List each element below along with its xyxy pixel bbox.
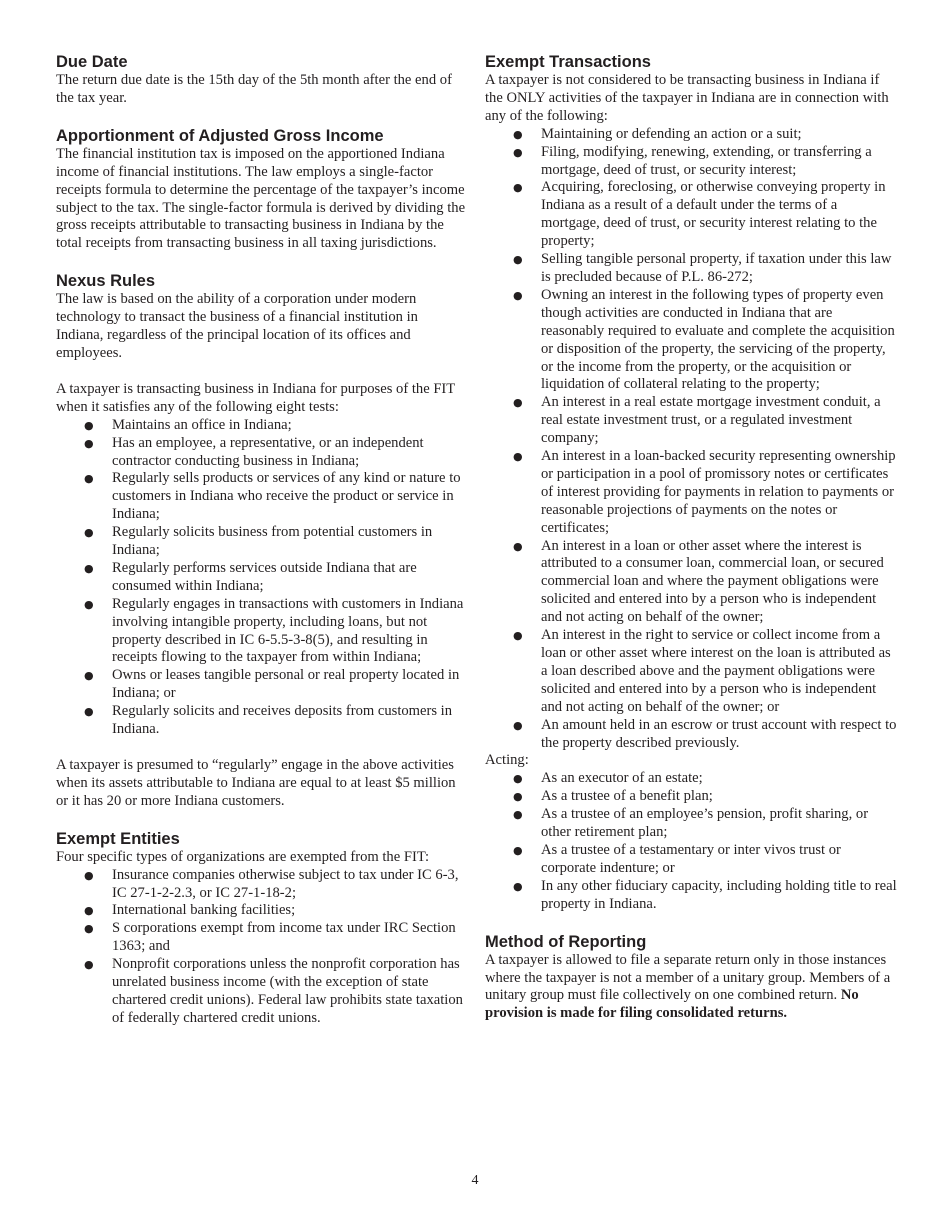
page-number: 4 <box>471 1173 479 1188</box>
list-item: ● As a trustee of an employee’s pension, profit sharing, or other retirement plan; <box>513 806 869 841</box>
apportionment-text: The financial institution tax is imposed on the apportioned Indiana income of financial institutions. The law employs a single-factor receipts formula to determine the percentage of the taxpayer’s income subject to the tax. The single-factor formula is derived by dividing the gross receipts attributable to transacting business in Indiana by the total receipts from transacting business in all taxing jurisdictions. <box>56 145 466 252</box>
list-item: ● International banking facilities; <box>84 902 296 919</box>
bullet-icon: ● <box>513 396 523 410</box>
exempt-transactions-list <box>485 126 897 753</box>
section-method-of-reporting <box>485 932 897 1024</box>
bullet-icon: ● <box>84 526 94 540</box>
list-item: ● Maintains an office in Indiana; <box>84 416 292 433</box>
bullet-icon: ● <box>84 922 94 936</box>
bullet-icon: ● <box>513 629 523 643</box>
bullet-icon: ● <box>84 669 94 683</box>
list-item: ● Filing, modifying, renewing, extending, or transferring a mortgage, deed of trust, or security interest; <box>513 143 872 178</box>
nexus-tests-list <box>56 417 466 739</box>
list-item: ● Regularly solicits business from potential customers in Indiana; <box>84 524 433 559</box>
heading-due-date: Due Date <box>56 53 128 71</box>
bullet-icon: ● <box>84 904 94 918</box>
heading-exempt-entities: Exempt Entities <box>56 829 180 848</box>
section-nexus-rules <box>56 271 466 810</box>
left-column <box>56 52 466 1028</box>
nexus-para-1: The law is based on the ability of a corporation under modern technology to transact the business of a financial institution in Indiana, regardless of the principal location of its offices and employees. <box>56 291 418 361</box>
acting-label: Acting: <box>485 752 529 769</box>
due-date-text: The return due date is the 15th day of the 5th month after the end of the tax year. <box>56 72 452 106</box>
heading-method-of-reporting: Method of Reporting <box>485 932 647 951</box>
bullet-icon: ● <box>84 436 94 450</box>
list-item: ● Acquiring, foreclosing, or otherwise conveying property in Indiana as a result of a default under the terms of a mortgage, deed of trust, or security interest relating to the property; <box>513 179 886 250</box>
list-item: ● Has an employee, a representative, or an independent contractor conducting business in Indiana; <box>84 434 424 469</box>
bullet-icon: ● <box>513 879 523 893</box>
list-item: ● Regularly solicits and receives deposits from customers in Indiana. <box>84 703 453 738</box>
list-item: ● An amount held in an escrow or trust account with respect to the property described previously. <box>513 716 897 751</box>
section-exempt-entities <box>56 829 466 1028</box>
heading-exempt-transactions: Exempt Transactions <box>485 53 651 71</box>
list-item: ● Nonprofit corporations unless the nonprofit corporation has unrelated business income (with the exception of state chartered credit unions). Federal law prohibits state taxation of federally chartered credit unions. <box>84 956 463 1026</box>
exempt-transactions-intro: A taxpayer is not considered to be transacting business in Indiana if the ONLY activities of the taxpayer in Indiana are in connection with any of the following: <box>485 72 889 124</box>
list-item: ● Selling tangible personal property, if taxation under this law is precluded because of P.L. 86-272; <box>513 251 892 285</box>
method-bold-text: No provision is made for filing consolidated returns. <box>485 987 859 1022</box>
list-item: ● An interest in the right to service or collect income from a loan or other asset where interest on the loan is attributed as a loan described above and the payment obligations were solicited and entered into by a person who is independent and not acting on behalf of the owner; or <box>513 627 891 715</box>
bullet-icon: ● <box>513 718 523 732</box>
bullet-icon: ● <box>513 450 523 464</box>
list-item: ● An interest in a loan or other asset where the interest is attributed to a consumer loan, commercial loan, or secured commercial loan and where the payment obligations were solicited and entered into by a person who is independent and not acting on behalf of the owner; <box>513 537 884 626</box>
list-item: ● Regularly sells products or services of any kind or nature to customers in Indiana who receive the product or service in Indiana; <box>84 470 461 523</box>
list-item: ● As a trustee of a testamentary or inter vivos trust or corporate indenture; or <box>513 841 841 876</box>
heading-nexus-rules: Nexus Rules <box>56 272 156 291</box>
bullet-icon: ● <box>84 418 94 432</box>
bullet-icon: ● <box>513 127 523 141</box>
heading-apportionment: Apportionment of Adjusted Gross Income <box>56 126 384 145</box>
list-item: ● Regularly performs services outside Indiana that are consumed within Indiana; <box>84 559 417 594</box>
bullet-icon: ● <box>84 561 94 575</box>
nexus-para-3: A taxpayer is presumed to “regularly” engage in the above activities when its assets attributable to Indiana are equal to at least $5 million or it has 20 or more Indiana customers. <box>56 757 456 809</box>
list-item: ● As a trustee of a benefit plan; <box>513 788 713 805</box>
list-item: ● Insurance companies otherwise subject to tax under IC 6-3, IC 27-1-2-2.3, or IC 27-1-18-2; <box>84 866 459 901</box>
bullet-icon: ● <box>513 288 523 302</box>
bullet-icon: ● <box>513 808 523 822</box>
bullet-icon: ● <box>513 790 523 804</box>
bullet-icon: ● <box>513 253 523 267</box>
list-item: ● Owns or leases tangible personal or real property located in Indiana; or <box>84 667 460 702</box>
nexus-para-2: A taxpayer is transacting business in Indiana for purposes of the FIT when it satisfies any of the following eight tests: <box>56 380 455 415</box>
list-item: ● An interest in a loan-backed security representing ownership or participation in a pool of promissory notes or certificates of interest providing for payments in relation to payments or reasonable projections of payments on the notes or certificates; <box>513 448 896 536</box>
list-item: ● As an executor of an estate; <box>513 770 703 787</box>
bullet-icon: ● <box>84 958 94 972</box>
list-item: ● An interest in a real estate mortgage investment conduit, a real estate investment trust, or a regulated investment company; <box>513 394 881 447</box>
list-item: ● S corporations exempt from income tax under IRC Section 1363; and <box>84 920 456 955</box>
bullet-icon: ● <box>513 145 523 159</box>
bullet-icon: ● <box>513 539 523 553</box>
list-item: ● Maintaining or defending an action or a suit; <box>513 125 802 142</box>
section-apportionment <box>56 126 466 253</box>
bullet-icon: ● <box>513 181 523 195</box>
list-item: ● Regularly engages in transactions with customers in Indiana involving intangible property, including loans, but not property described in IC 6-5.5-3-8(5), and resulting in receipts flowing to the taxpayer from within Indiana; <box>84 595 464 666</box>
right-column <box>485 52 897 1023</box>
exempt-entities-intro: Four specific types of organizations are exempted from the FIT: <box>56 848 430 865</box>
section-exempt-transactions <box>485 52 897 914</box>
bullet-icon: ● <box>84 705 94 719</box>
bullet-icon: ● <box>84 868 94 882</box>
bullet-icon: ● <box>84 597 94 611</box>
method-text: A taxpayer is allowed to file a separate return only in those instances where the taxpayer is not a member of a unitary group. Members of a unitary group must file collectively on one combined return. No provision is made for filing consolidated returns. <box>485 951 891 1022</box>
acting-list <box>485 770 897 913</box>
exempt-entities-list <box>56 867 466 1028</box>
bullet-icon: ● <box>84 472 94 486</box>
section-due-date <box>56 52 466 108</box>
list-item: ● Owning an interest in the following types of property even though activities are conducted in Indiana that are reasonably required to evaluate and complete the acquisition or disposition of the property, the servicing of the property, or the income from the property, or the acquisition or liquidation of collateral relating to the property; <box>513 286 895 393</box>
bullet-icon: ● <box>513 772 523 786</box>
list-item: ● In any other fiduciary capacity, including holding title to real property in Indiana. <box>513 877 897 912</box>
bullet-icon: ● <box>513 843 523 857</box>
